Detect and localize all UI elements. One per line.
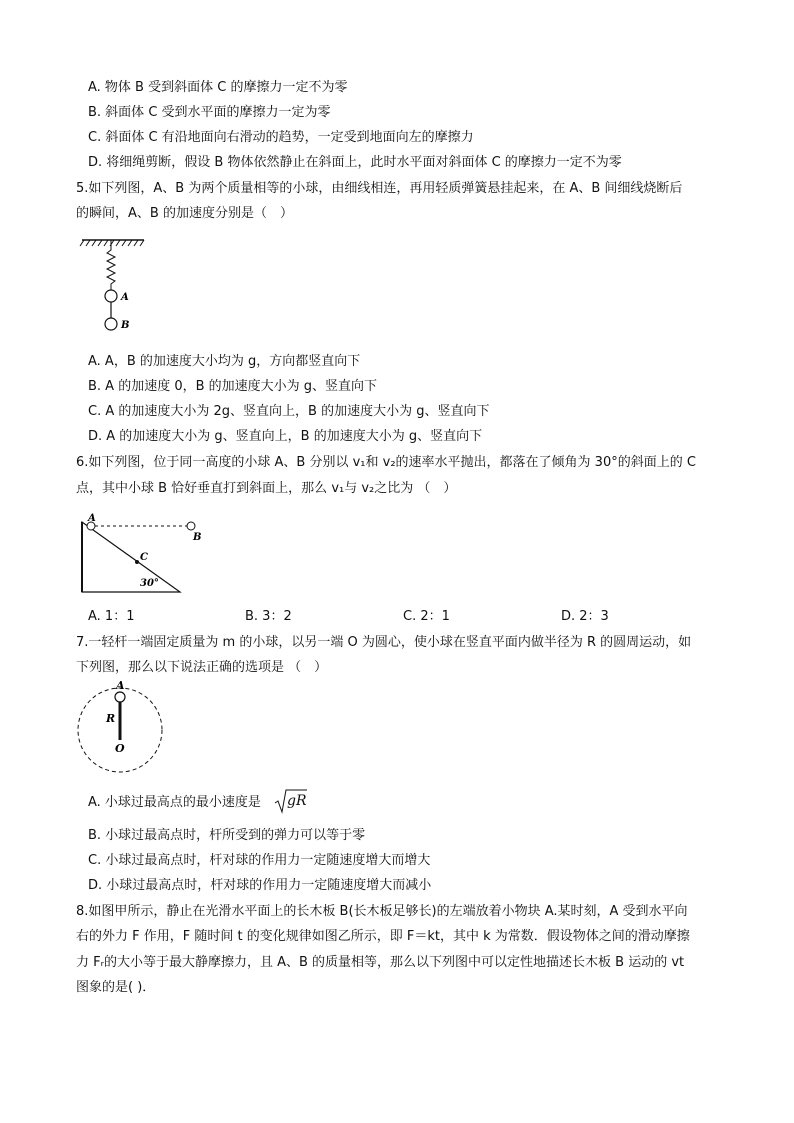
q4-option-d: D. 将细绳剪断，假设 B 物体依然静止在斜面上，此时水平面对斜面体 C 的摩擦力一定不为零 xyxy=(88,155,622,170)
q6-stem-line2: 点，其中小球 B 恰好垂直打到斜面上，那么 v₁与 v₂之比为 （ ） xyxy=(76,481,457,496)
ball-a xyxy=(105,290,117,302)
q6-option-d: D. 2：3 xyxy=(561,609,609,624)
ball-b xyxy=(105,318,117,330)
q5-option-b: B. A 的加速度 0，B 的加速度大小为 g、竖直向下 xyxy=(88,379,378,394)
q6-option-b: B. 3：2 xyxy=(245,609,292,624)
label-c: C xyxy=(140,552,148,563)
sqrt-formula xyxy=(274,788,308,814)
q7-option-c: C. 小球过最高点时，杆对球的作用力一定随速度增大而增大 xyxy=(88,853,431,868)
q6-option-c: C. 2：1 xyxy=(403,609,450,624)
q6-incline-figure xyxy=(74,512,214,596)
q5-option-d: D. A 的加速度大小为 g、竖直向上，B 的加速度大小为 g、竖直向下 xyxy=(88,429,483,444)
ball-b xyxy=(187,522,195,530)
point-c xyxy=(135,560,139,564)
q5-spring-figure xyxy=(80,236,150,336)
ball-a xyxy=(115,692,125,702)
q7-option-d: D. 小球过最高点时，杆对球的作用力一定随速度增大而减小 xyxy=(88,878,432,893)
q7-option-b: B. 小球过最高点时，杆所受到的弹力可以等于零 xyxy=(88,828,366,843)
q5-stem-line1: 5.如下列图，A、B 为两个质量相等的小球，由细线相连，再用轻质弹簧悬挂起来，在 A、B 间细线烧断后 xyxy=(76,181,683,196)
label-a: A xyxy=(116,679,125,692)
q8-line1: 8.如图甲所示，静止在光滑水平面上的长木板 B(长木板足够长)的左端放着小物块 A.某时刻，A 受到水平向 xyxy=(76,904,688,919)
label-a: A xyxy=(121,292,129,303)
incline-triangle xyxy=(82,522,180,592)
label-b: B xyxy=(121,320,130,331)
q7-stem-line1: 7.一轻杆一端固定质量为 m 的小球，以另一端 O 为圆心，使小球在竖直平面内做半径为 R 的圆周运动，如 xyxy=(76,635,692,650)
q8-line2: 右的外力 F 作用，F 随时间 t 的变化规律如图乙所示，即 F＝kt，其中 k 为常数．假设物体之间的滑动摩擦 xyxy=(76,929,690,944)
q8-line4: 图象的是( )． xyxy=(76,980,156,995)
q6-option-a: A. 1：1 xyxy=(88,609,135,624)
label-angle: 30° xyxy=(140,578,159,589)
label-r: R xyxy=(106,712,116,725)
q7-option-a: A. 小球过最高点的最小速度是 xyxy=(88,795,261,810)
q7-stem-line2: 下列图，那么以下说法正确的选项是 （ ） xyxy=(76,660,328,675)
q7-circle-figure xyxy=(74,676,170,776)
q4-option-a: A. 物体 B 受到斜面体 C 的摩擦力一定不为零 xyxy=(88,80,348,95)
q5-option-c: C. A 的加速度大小为 2g、竖直向上，B 的加速度大小为 g、竖直向下 xyxy=(88,404,490,419)
label-o: O xyxy=(115,742,125,755)
q4-option-b: B. 斜面体 C 受到水平面的摩擦力一定为零 xyxy=(88,105,331,120)
q8-line3: 力 Fᵣ的大小等于最大静摩擦力，且 A、B 的质量相等，那么以下列图中可以定性地描述长木板 B 运动的 vt xyxy=(76,955,685,970)
q5-option-a: A. A，B 的加速度大小均为 g，方向都竖直向下 xyxy=(88,354,361,369)
q6-stem-line1: 6.如下列图，位于同一高度的小球 A、B 分别以 v₁和 v₂的速率水平抛出，都落在了倾角为 30°的斜面上的 C xyxy=(76,455,696,470)
label-b: B xyxy=(193,532,202,543)
q4-option-c: C. 斜面体 C 有沿地面向右滑动的趋势，一定受到地面向左的摩擦力 xyxy=(88,130,474,145)
sqrt-radicand: gR xyxy=(287,793,307,809)
q5-stem-line2: 的瞬间，A、B 的加速度分别是（ ） xyxy=(76,206,293,221)
spring xyxy=(107,240,115,290)
label-a: A xyxy=(88,513,96,524)
